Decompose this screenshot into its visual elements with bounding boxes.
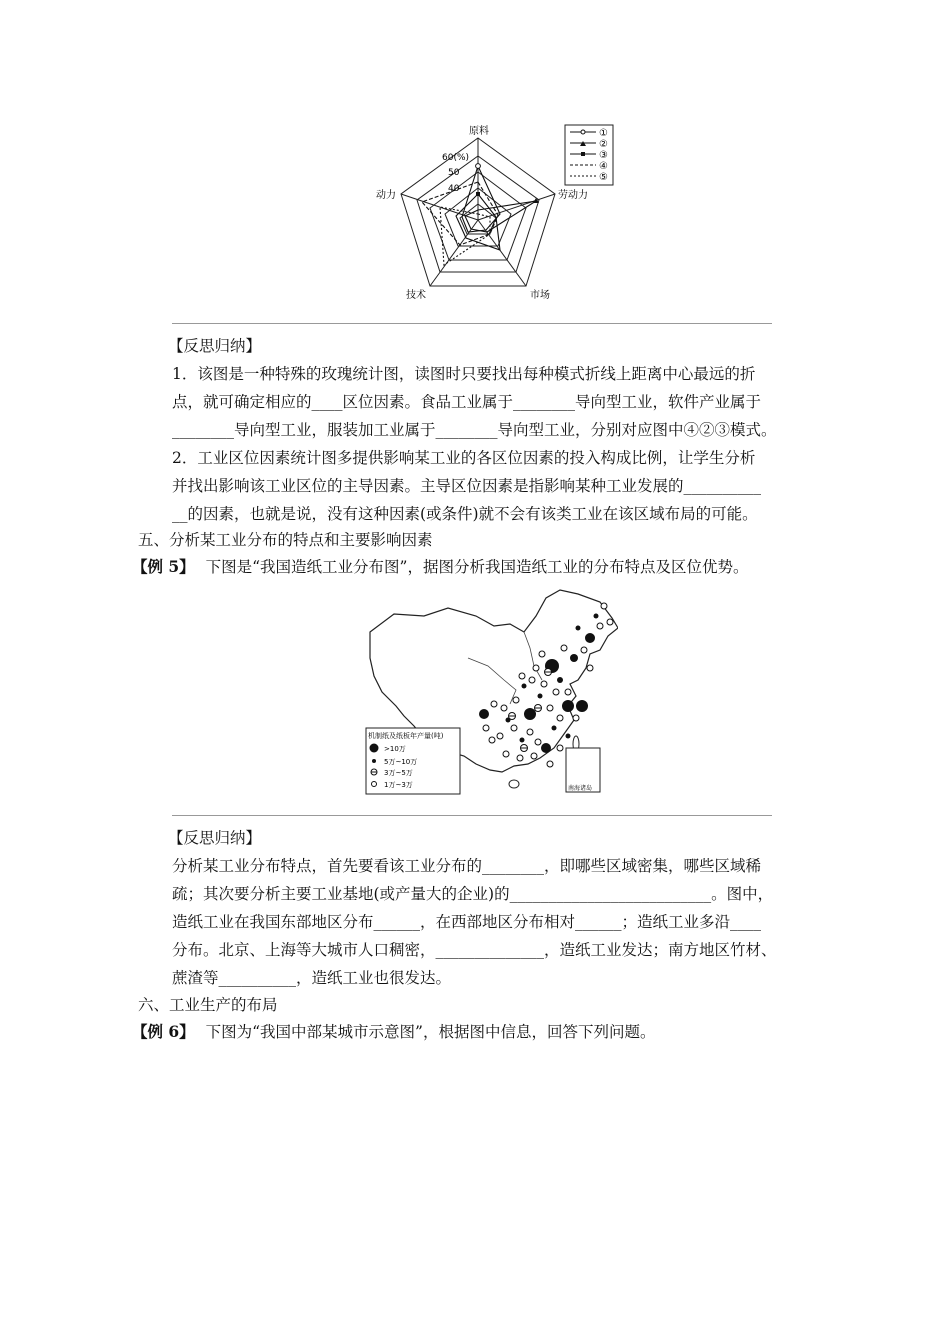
example-5-text: 下图是“我国造纸工业分布图”，据图分析我国造纸工业的分布特点及区位优势。	[205, 558, 749, 576]
legend-label-2: ②	[599, 139, 608, 150]
paper-industry-map	[364, 588, 618, 796]
reflect1-p2-line2: 并找出影响该工业区位的主导因素。主导区位因素是指影响某种工业发展的__________	[172, 477, 762, 495]
reflect-heading-1: 【反思归纳】	[168, 337, 262, 355]
example-5	[132, 556, 748, 578]
legend-label-1: ①	[599, 128, 608, 139]
example-6-text: 下图为“我国中部某城市示意图”，根据图中信息，回答下列问题。	[205, 1023, 656, 1041]
reflect2-line5: 蔗渣等__________，造纸工业也很发达。	[172, 969, 452, 987]
axis-label-labor: 劳动力	[558, 190, 588, 201]
inset-label: 南海诸岛	[568, 785, 593, 792]
reflect2-line1: 分析某工业分布特点，首先要看该工业分布的________，即哪些区域密集，哪些区域稀	[172, 857, 762, 875]
reflect1-p1-line1: 1．该图是一种特殊的玫瑰统计图，读图时只要找出每种模式折线上距离中心最远的折	[172, 365, 756, 383]
map-legend-item-4: 1万~3万	[384, 781, 413, 789]
example-6	[132, 1021, 655, 1043]
reflect1-p2-line3: __的因素，也就是说，没有这种因素(或条件)就不会有该类工业在该区域布局的可能。	[172, 505, 758, 523]
divider-2	[172, 815, 772, 816]
example-5-tag: 【例 5】	[132, 557, 195, 576]
radar-chart	[360, 122, 620, 304]
reflect2-line4: 分布。北京、上海等大城市人口稠密，______________，造纸工业发达；南方地区竹材、	[172, 941, 777, 959]
legend-label-4: ④	[599, 161, 608, 172]
reflect2-line2: 疏；其次要分析主要工业基地(或产量大的企业)的__________________________。图中，	[172, 885, 774, 903]
legend-label-5: ⑤	[599, 172, 608, 183]
axis-label-tech: 技术	[406, 290, 426, 301]
axis-label-market: 市场	[530, 290, 550, 301]
scale-label-60: 60(%)	[442, 153, 470, 163]
scale-label-40: 40	[448, 184, 460, 194]
reflect-heading-2: 【反思归纳】	[168, 829, 262, 847]
reflect2-line3: 造纸工业在我国东部地区分布______，在西部地区分布相对______；造纸工业多沿____	[172, 913, 762, 931]
map-legend-title: 机制纸及纸板年产量(吨)	[368, 732, 444, 740]
example-6-tag: 【例 6】	[132, 1022, 195, 1041]
section-6-heading: 六、工业生产的布局	[138, 996, 278, 1014]
reflect1-p2-line1: 2．工业区位因素统计图多提供影响某工业的各区位因素的投入构成比例，让学生分析	[172, 449, 756, 467]
map-legend-item-3: 3万~5万	[384, 769, 413, 777]
map-legend-item-1: >10万	[384, 745, 406, 753]
map-legend-item-2: 5万~10万	[384, 758, 418, 766]
legend-label-3: ③	[599, 150, 608, 161]
axis-label-power: 动力	[376, 190, 396, 201]
section-5-heading: 五、分析某工业分布的特点和主要影响因素	[138, 531, 433, 549]
reflect1-p1-line3: ________导向型工业，服装加工业属于________导向型工业，分别对应图中④②③模式。	[172, 421, 777, 439]
scale-label-50: 50	[448, 168, 460, 178]
reflect1-p1-line2: 点，就可确定相应的____区位因素。食品工业属于________导向型工业，软件产业属于	[172, 393, 762, 411]
axis-label-raw: 原料	[469, 126, 489, 137]
divider-1	[172, 323, 772, 324]
